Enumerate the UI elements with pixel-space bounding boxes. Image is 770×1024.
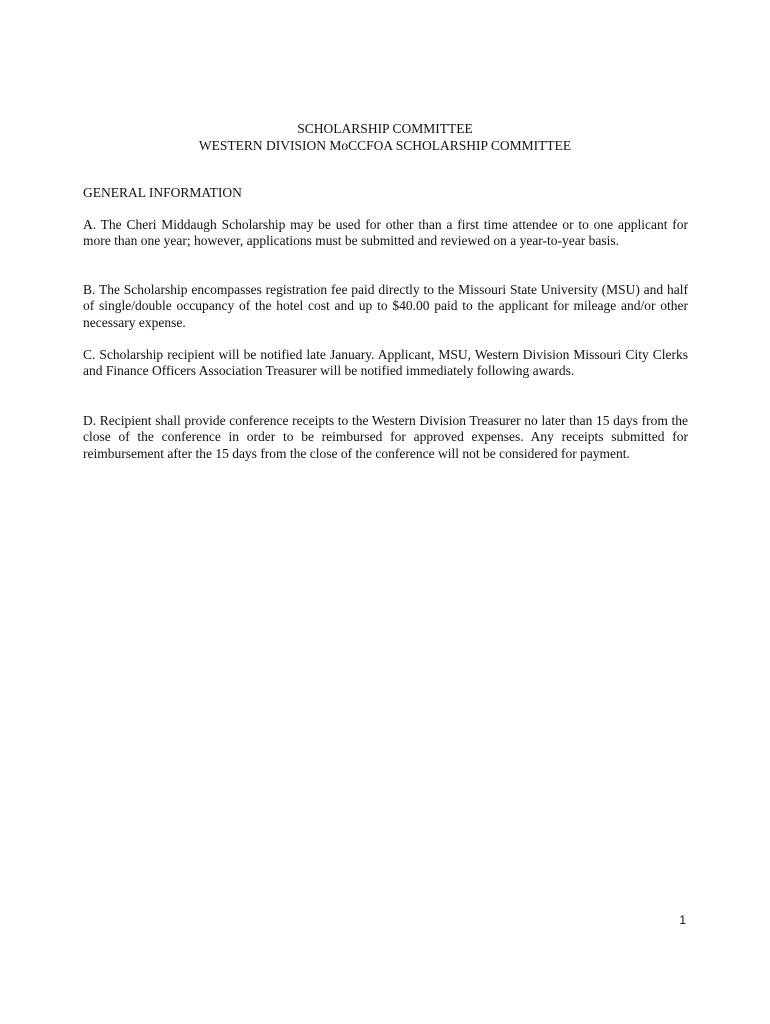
- paragraph-d: D. Recipient shall provide conference receipts to the Western Division Treasurer no later than 15 days from the close of the conference in order to be reimbursed for approved expenses. Any receipts submitted for reimbursement after the 15 days from the close of the conference will not be considered for payment.: [83, 413, 688, 461]
- paragraph-a: A. The Cheri Middaugh Scholarship may be used for other than a first time attendee or to one applicant for more than one year; however, applications must be submitted and reviewed on a year-to-year basis.: [83, 217, 688, 249]
- header-title: SCHOLARSHIP COMMITTEE: [297, 121, 473, 136]
- page-number: 1: [679, 913, 686, 927]
- section-heading: GENERAL INFORMATION: [83, 185, 242, 200]
- paragraph-b: B. The Scholarship encompasses registration fee paid directly to the Missouri State University (MSU) and half of single/double occupancy of the hotel cost and up to $40.00 paid to the applicant for mileage and/or other necessary expense.: [83, 282, 688, 330]
- header-subtitle: WESTERN DIVISION MoCCFOA SCHOLARSHIP COMMITTEE: [198, 138, 572, 153]
- paragraph-c: C. Scholarship recipient will be notified late January. Applicant, MSU, Western Division Missouri City Clerks and Finance Officers Association Treasurer will be notified immediately following awards.: [83, 347, 688, 379]
- document-header: [0, 120, 770, 154]
